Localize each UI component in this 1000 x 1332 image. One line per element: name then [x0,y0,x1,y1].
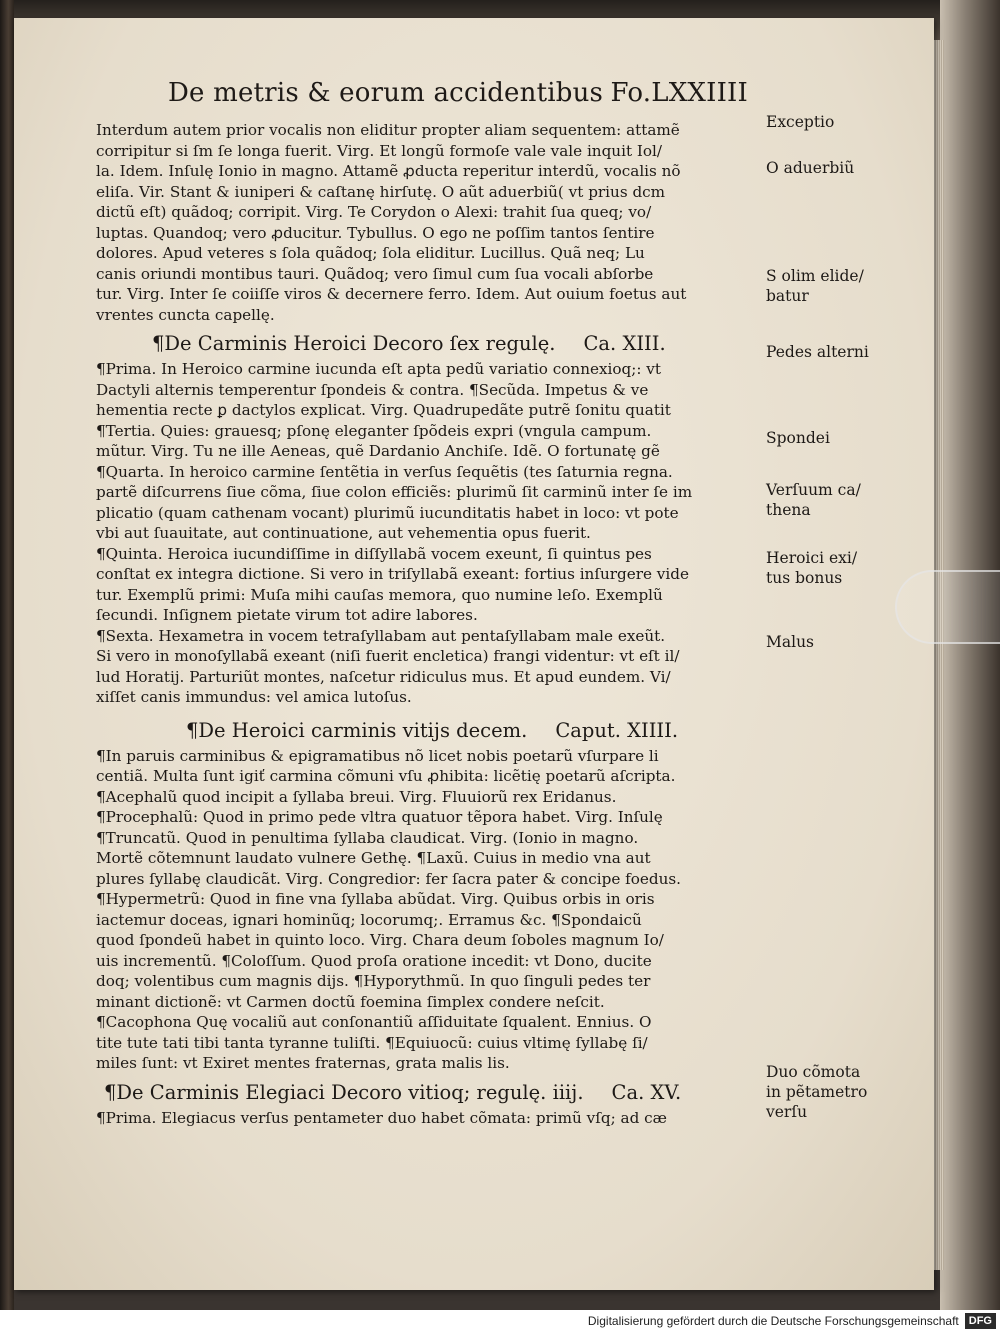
text-line: ¶Hypermetrũ: Quod in fine vna ſyllaba abũdat. Virg. Quibus orbis in oris [96,890,655,908]
text-line: Si vero in monoſyllabã exeant (niſi fuerit encletica) frangi videntur: vt eſt il/ [96,647,680,665]
text-line: mũtur. Virg. Tu ne ille Aeneas, quẽ Dardanio Anchiſe. Idẽ. O fortunatę gẽ [96,442,660,460]
running-header [168,78,748,118]
chapter-heading-title: ¶De Heroici carminis vitijs decem. [186,718,528,742]
text-line: ¶Prima. Elegiacus verſus pentameter duo habet cõmata: primũ vſq; ad cæ [96,1108,667,1127]
text-line: eliſa. Vir. Stant & iuniperi & caſtanę hirſutę. O aũt aduerbiũ( vt prius dcm [96,182,666,201]
text-line: ¶Quarta. In heroico carmine ſentẽtia in verſus ſequẽtis (tes ſaturnia regna. [96,462,673,481]
running-title: De metris & eorum accidentibus [168,78,604,108]
margin-note: Exceptio [766,113,835,131]
text-line: tur. Exemplũ primi: Muſa mihi cauſas memora, quo numine leſo. Exemplũ [96,585,663,604]
margin-note: Malus [766,633,815,651]
text-line: iactemur doceas, ignari hominũq; locorumq;. Erramus &c. ¶Spondaicũ [96,910,642,929]
text-line: plures ſyllabę claudicãt. Virg. Congredior: fer ſacra pater & concipe foedus. [96,869,682,888]
funding-note: Digitalisierung gefördert durch die Deutsche Forschungsgemeinschaft [587,1314,959,1328]
text-line: conſtat ex integra dictione. Si vero in triſyllabã exeant: fortius inſurgere vide [96,565,689,583]
chapter-number: Caput. XIIII. [555,718,679,742]
text-line: canis oriundi montibus tauri. Quãdoq; vero ſimul cum ſua vocali abſorbe [96,264,654,283]
text-line: Interdum autem prior vocalis non eliditur propter aliam sequentem: attamẽ [96,121,680,139]
text-line: centiã. Multa ſunt igiť carmina cõmuni vſu ꝓhibita: licẽtię poetarũ aſcripta. [96,767,676,785]
chapter-heading [96,1078,764,1108]
text-line: quod ſpondeũ habet in quinto loco. Virg. Chara deum ſoboles magnum Io/ [96,931,664,949]
margin-note: O aduerbiũ [766,159,855,177]
book-cover-right [940,0,1000,1310]
folio-number: Fo.LXXIIII [610,78,748,108]
chapter-number: Ca. XIII. [583,332,666,355]
chapter-number: Ca. XV. [611,1080,682,1104]
text-line: minant dictionẽ: vt Carmen doctũ foemina ſimplex condere neſcit. [96,992,605,1011]
dfg-logo: DFG [965,1313,996,1329]
chapter-heading-title: ¶De Carminis Heroici Decoro ſex regulę. [152,332,556,355]
chapter-heading-title: ¶De Carminis Elegiaci Decoro vitioq; regulę. iiij. [104,1080,584,1104]
text-line: tur. Virg. Inter ſe coiiſſe viros & decernere ferro. Idem. Aut ouium foetus aut [96,285,687,303]
digitization-footer [0,1310,1000,1332]
text-line: ¶Sexta. Hexametra in vocem tetraſyllabam aut pentaſyllabam male exeũt. [96,626,666,645]
book-binding [0,0,14,1310]
text-line: ¶In paruis carminibus & epigramatibus nõ licet nobis poetarũ vſurpare li [96,746,659,765]
text-line: ¶Truncatũ. Quod in penultima ſyllaba claudicat. Virg. (Ionio in magno. [96,828,639,847]
margin-note: Pedes alterni [766,343,869,361]
text-line: partẽ diſcurrens ſiue cõma, ſiue colon efficiẽs: plurimũ ſit carminũ inter ſe im [96,483,693,501]
text-line: ¶Quinta. Heroica iucundiſſime in diſſyllabã vocem exeunt, ſi quintus pes [96,544,652,563]
margin-note: Heroici exi/ tus bonus [766,549,858,587]
margin-note: Spondei [766,429,830,447]
page-edges [934,40,944,1270]
text-line: vrentes cuncta capellę. [96,305,275,324]
text-line: miles ſunt: vt Exiret mentes fraternas, grata malis lis. [96,1054,510,1072]
text-line: ¶Prima. In Heroico carmine iucunda eſt apta pedũ variatio connexioq;: vt [96,360,661,378]
text-line: corripitur si ſm ſe longa fuerit. Virg. Et longũ formoſe vale vale inquit Iol/ [96,141,662,160]
text-line: vbi aut ſuauitate, aut continuatione, aut vehementia opus fuerit. [96,524,591,542]
text-line: Dactyli alternis temperentur ſpondeis & contra. ¶Secũda. Impetus & ve [96,380,649,399]
text-line: ¶Procephalũ: Quod in primo pede vltra quatuor tẽpora habet. Virg. Inſulę [96,808,663,826]
page-clip [895,570,1000,644]
text-line: uis incrementũ. ¶Coloſſum. Quod proſa oratione incedit: vt Dono, ducite [96,951,652,970]
text-line: ¶Acephalũ quod incipit a ſyllaba breui. Virg. Fluuiorũ rex Eridanus. [96,787,617,806]
text-line: xiſſet canis immundus: vel amica lutoſus. [96,688,412,706]
margin-note: S olim elide/ batur [766,267,864,305]
text-line: ¶Cacophona Quę vocaliũ aut conſonantiũ aſſiduitate ſqualent. Ennius. O [96,1013,652,1031]
text-line: ¶Tertia. Quies: grauesq; pſonę eleganter ſpõdeis expri (vngula campum. [96,421,652,440]
text-line: dolores. Apud veteres s ſola quãdoq; ſola eliditur. Lucillus. Quã neq; Lu [96,244,645,262]
text-line: la. Idem. Inſulę Ionio in magno. Attamẽ ꝓducta reperitur interdũ, vocalis nõ [96,162,681,180]
text-line: hementia recte ꝑ dactylos explicat. Virg. Quadrupedãte putrẽ ſonitu quatit [96,401,671,419]
main-text-column [96,120,764,1128]
text-line: dictũ eſt) quãdoq; corripit. Virg. Te Corydon o Alexi: trahit ſua queq; vo/ [96,203,652,221]
chapter-heading [96,716,764,746]
text-line: lud Horatij. Parturiũt montes, naſcetur ridiculus mus. Et apud eundem. Vi/ [96,667,671,686]
text-line: ſecundi. Inſignem pietate virum tot adire labores. [96,606,478,624]
text-line: plicatio (quam cathenam vocant) plurimũ iucunditatis habet in loco: vt pote [96,503,679,522]
margin-note: Duo cõmota in pẽtametro verſu [766,1063,868,1121]
text-line: Mortẽ cõtemnunt laudato vulnere Gethę. ¶Laxũ. Cuius in medio vna aut [96,849,651,867]
chapter-heading [96,329,764,359]
text-line: doq; volentibus cum magnis dijs. ¶Hyporythmũ. In quo ſinguli pedes ter [96,972,651,990]
margin-note: Verſuum ca/ thena [766,481,861,519]
text-line: luptas. Quandoq; vero ꝓducitur. Tybullus. O ego ne poſſim tantos ſentire [96,223,655,242]
text-line: tite tute tati tibi tanta tyranne tuliſti. ¶Equiuocũ: cuius vltimę ſyllabę ſi/ [96,1033,648,1052]
